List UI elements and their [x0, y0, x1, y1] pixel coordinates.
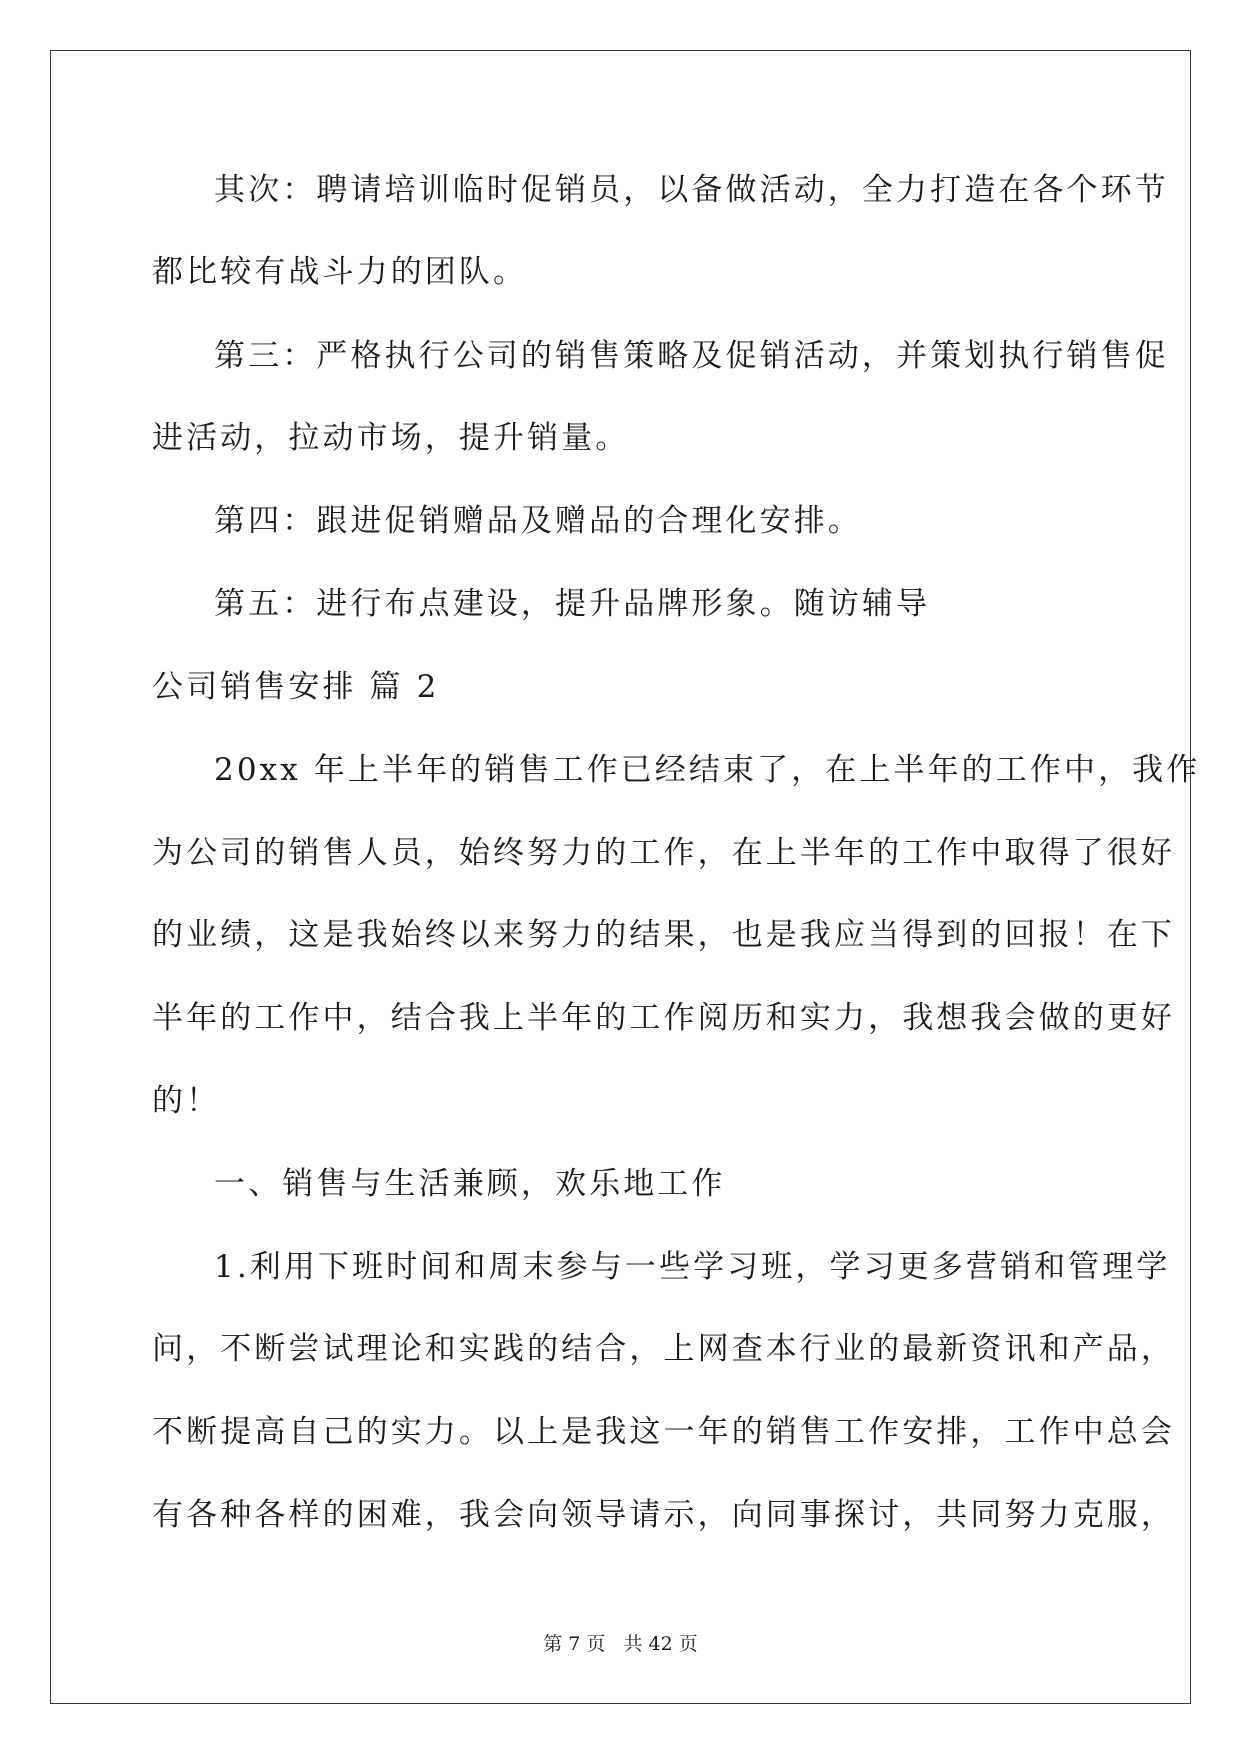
paragraph-line: 的！	[152, 1083, 221, 1119]
page-total: 共 42 页	[623, 1633, 698, 1655]
subheading-line: 一、销售与生活兼顾，欢乐地工作	[214, 1166, 726, 1202]
page-footer	[0, 1632, 1241, 1656]
section-heading: 公司销售安排 篇 2	[152, 669, 440, 705]
paragraph-line: 问，不断尝试理论和实践的结合，上网查本行业的最新资讯和产品，	[152, 1331, 1175, 1367]
paragraph-line: 第三：严格执行公司的销售策略及促销活动，并策划执行销售促	[214, 338, 1169, 374]
paragraph-line: 第五：进行布点建设，提升品牌形象。随访辅导	[214, 586, 931, 622]
paragraph-line: 进活动，拉动市场，提升销量。	[152, 420, 630, 456]
page-border	[50, 50, 1191, 1704]
paragraph-line: 其次：聘请培训临时促销员，以备做活动，全力打造在各个环节	[214, 172, 1169, 208]
page-number: 第 7 页	[543, 1633, 606, 1655]
paragraph-line: 都比较有战斗力的团队。	[152, 254, 528, 290]
paragraph-line: 不断提高自己的实力。以上是我这一年的销售工作安排，工作中总会	[152, 1414, 1175, 1450]
paragraph-line: 的业绩，这是我始终以来努力的结果，也是我应当得到的回报！在下	[152, 917, 1175, 953]
paragraph-line: 20xx 年上半年的销售工作已经结束了，在上半年的工作中，我作	[214, 752, 1201, 788]
paragraph-line: 1.利用下班时间和周末参与一些学习班，学习更多营销和管理学	[214, 1249, 1171, 1285]
paragraph-line: 半年的工作中，结合我上半年的工作阅历和实力，我想我会做的更好	[152, 1000, 1175, 1036]
paragraph-line: 有各种各样的困难，我会向领导请示，向同事探讨，共同努力克服，	[152, 1497, 1175, 1533]
footer-spacer	[605, 1633, 623, 1655]
paragraph-line: 为公司的销售人员，始终努力的工作，在上半年的工作中取得了很好	[152, 835, 1175, 871]
paragraph-line: 第四：跟进促销赠品及赠品的合理化安排。	[214, 503, 862, 539]
